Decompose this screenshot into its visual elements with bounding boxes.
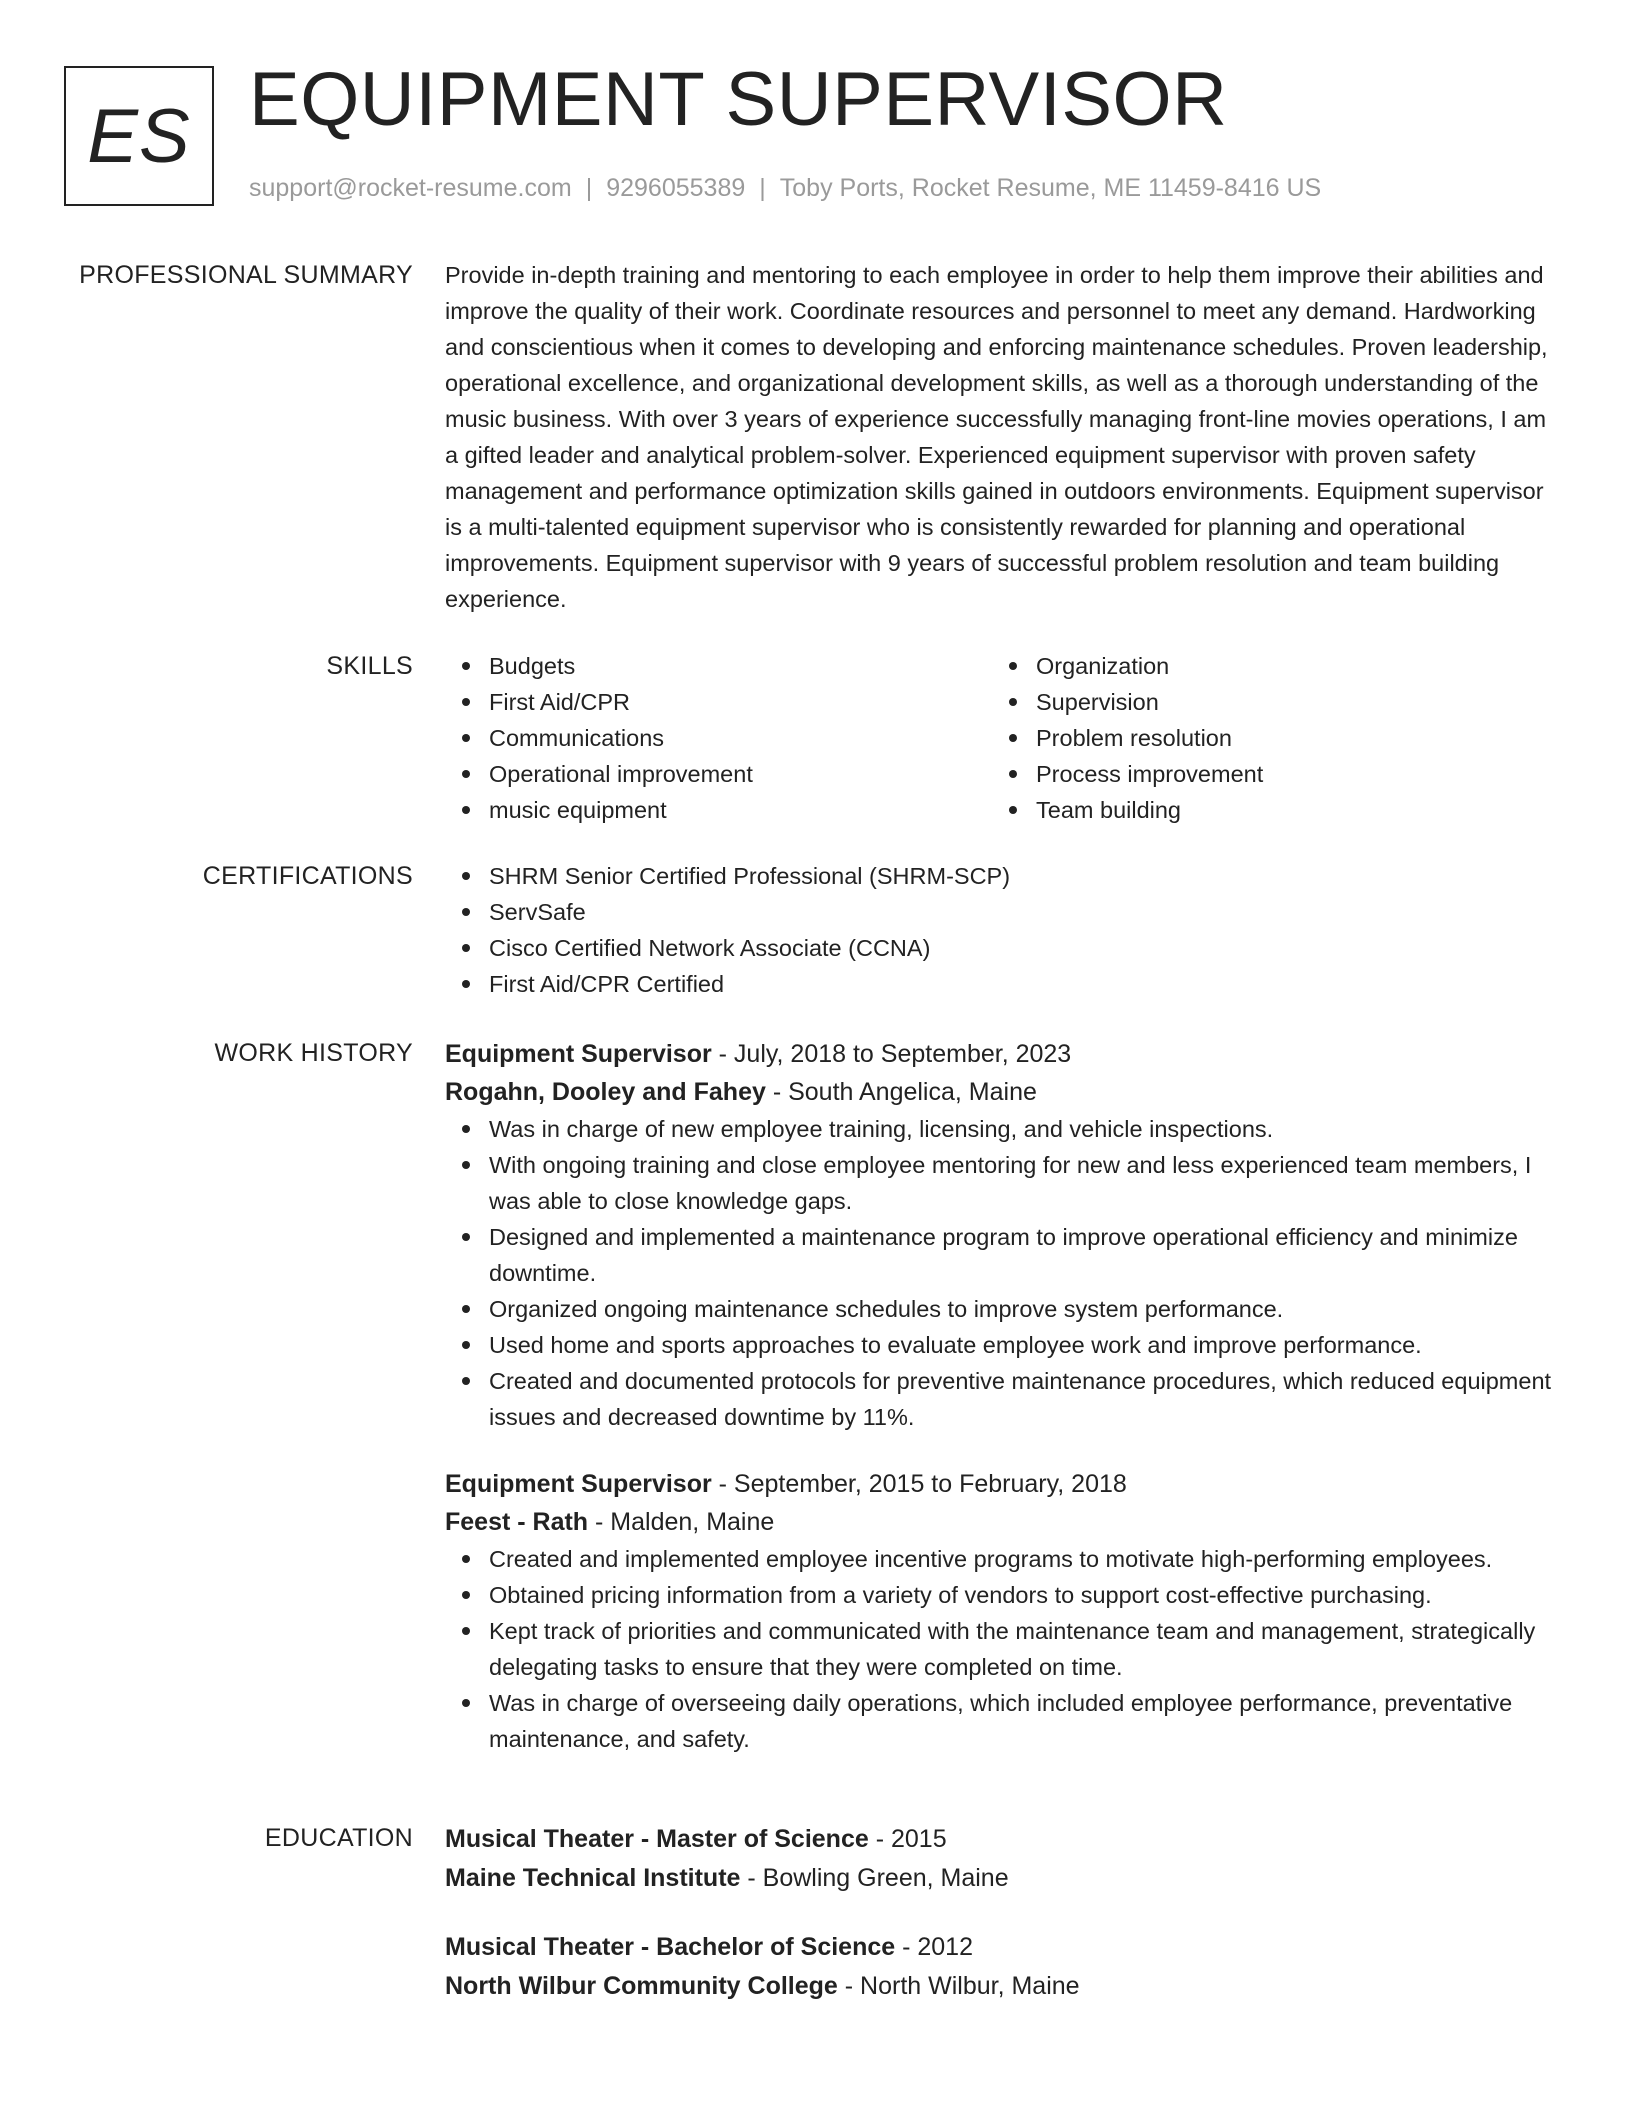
list-item: Supervision: [992, 684, 1539, 720]
list-item: SHRM Senior Certified Professional (SHRM-SCP): [445, 858, 1565, 894]
job-entry: [445, 1035, 1565, 1435]
degree: Musical Theater - Bachelor of Science: [445, 1933, 896, 1961]
initials-monogram: ES: [64, 66, 214, 206]
separator: |: [585, 174, 593, 202]
job-entry: [445, 1465, 1565, 1757]
education-entry: [445, 1820, 1565, 1898]
job-title: Equipment Supervisor: [445, 1470, 712, 1498]
list-item: music equipment: [445, 792, 992, 828]
list-item: Kept track of priorities and communicated with the maintenance team and management, strategically delegating tasks to ensure that they were completed on time.: [445, 1613, 1565, 1685]
certifications-list: [445, 858, 1565, 1002]
job-title: Equipment Supervisor: [445, 1040, 712, 1068]
section-label: PROFESSIONAL SUMMARY: [79, 261, 413, 289]
education-entry: [445, 1928, 1565, 2006]
section-label: EDUCATION: [264, 1824, 413, 1852]
list-item: Used home and sports approaches to evaluate employee work and improve performance.: [445, 1327, 1565, 1363]
list-item: Team building: [992, 792, 1539, 828]
list-item: Process improvement: [992, 756, 1539, 792]
list-item: First Aid/CPR: [445, 684, 992, 720]
address: Toby Ports, Rocket Resume, ME 11459-8416 US: [779, 174, 1322, 202]
list-item: Communications: [445, 720, 992, 756]
list-item: Obtained pricing information from a variety of vendors to support cost-effective purchasing.: [445, 1577, 1565, 1613]
list-item: With ongoing training and close employee mentoring for new and less experienced team members, I was able to close knowledge gaps.: [445, 1147, 1565, 1219]
candidate-name: EQUIPMENT SUPERVISOR: [249, 57, 1228, 142]
school-name: North Wilbur Community College: [445, 1972, 838, 2000]
job-dates: - July, 2018 to September, 2023: [711, 1040, 1072, 1068]
company-location: - South Angelica, Maine: [765, 1078, 1037, 1106]
job-dates: - September, 2015 to February, 2018: [711, 1470, 1127, 1498]
company-location: - Malden, Maine: [588, 1508, 775, 1536]
job-duties-list: [445, 1541, 1565, 1757]
list-item: First Aid/CPR Certified: [445, 966, 1565, 1002]
graduation-year: - 2012: [895, 1933, 973, 1961]
list-item: Was in charge of new employee training, licensing, and vehicle inspections.: [445, 1111, 1565, 1147]
company-name: Feest - Rath: [445, 1508, 589, 1536]
degree: Musical Theater - Master of Science: [445, 1825, 869, 1853]
list-item: Was in charge of overseeing daily operations, which included employee performance, preventative maintenance, and safety.: [445, 1685, 1565, 1757]
list-item: Operational improvement: [445, 756, 992, 792]
summary-text: Provide in-depth training and mentoring to each employee in order to help them improve their abilities and improve the quality of their work. Coordinate resources and personnel to meet any demand. Hardworking and conscientious when it comes to developing and enforcing maintenance schedules. Proven leadership, operational excellence, and organizational development skills, as well as a thorough understanding of the music business. With over 3 years of experience successfully managing front-line movies operations, I am a gifted leader and analytical problem-solver. Experienced equipment supervisor with proven safety management and performance optimization skills gained in outdoors environments. Equipment supervisor is a multi-talented equipment supervisor who is consistently rewarded for planning and operational improvements. Equipment supervisor with 9 years of successful problem resolution and team building experience.: [445, 262, 1548, 612]
section-label: CERTIFICATIONS: [202, 862, 413, 890]
section-label: SKILLS: [326, 652, 413, 680]
skills-list-right: [992, 648, 1539, 828]
skills-list-left: [445, 648, 992, 828]
school-name: Maine Technical Institute: [445, 1864, 741, 1892]
list-item: Created and documented protocols for preventive maintenance procedures, which reduced equipment issues and decreased downtime by 11%.: [445, 1363, 1565, 1435]
school-location: - North Wilbur, Maine: [837, 1972, 1080, 2000]
company-name: Rogahn, Dooley and Fahey: [445, 1078, 766, 1106]
list-item: Designed and implemented a maintenance program to improve operational efficiency and minimize downtime.: [445, 1219, 1565, 1291]
list-item: Created and implemented employee incentive programs to motivate high-performing employees.: [445, 1541, 1565, 1577]
contact-line: [249, 174, 1321, 203]
list-item: Cisco Certified Network Associate (CCNA): [445, 930, 1565, 966]
phone[interactable]: 9296055389: [606, 174, 746, 202]
list-item: Budgets: [445, 648, 992, 684]
section-label: WORK HISTORY: [214, 1039, 413, 1067]
list-item: Organized ongoing maintenance schedules to improve system performance.: [445, 1291, 1565, 1327]
email[interactable]: support@rocket-resume.com: [249, 174, 572, 202]
list-item: Problem resolution: [992, 720, 1539, 756]
graduation-year: - 2015: [868, 1825, 947, 1853]
list-item: Organization: [992, 648, 1539, 684]
separator: |: [759, 174, 766, 202]
school-location: - Bowling Green, Maine: [740, 1864, 1009, 1892]
list-item: ServSafe: [445, 894, 1565, 930]
job-duties-list: [445, 1111, 1565, 1435]
